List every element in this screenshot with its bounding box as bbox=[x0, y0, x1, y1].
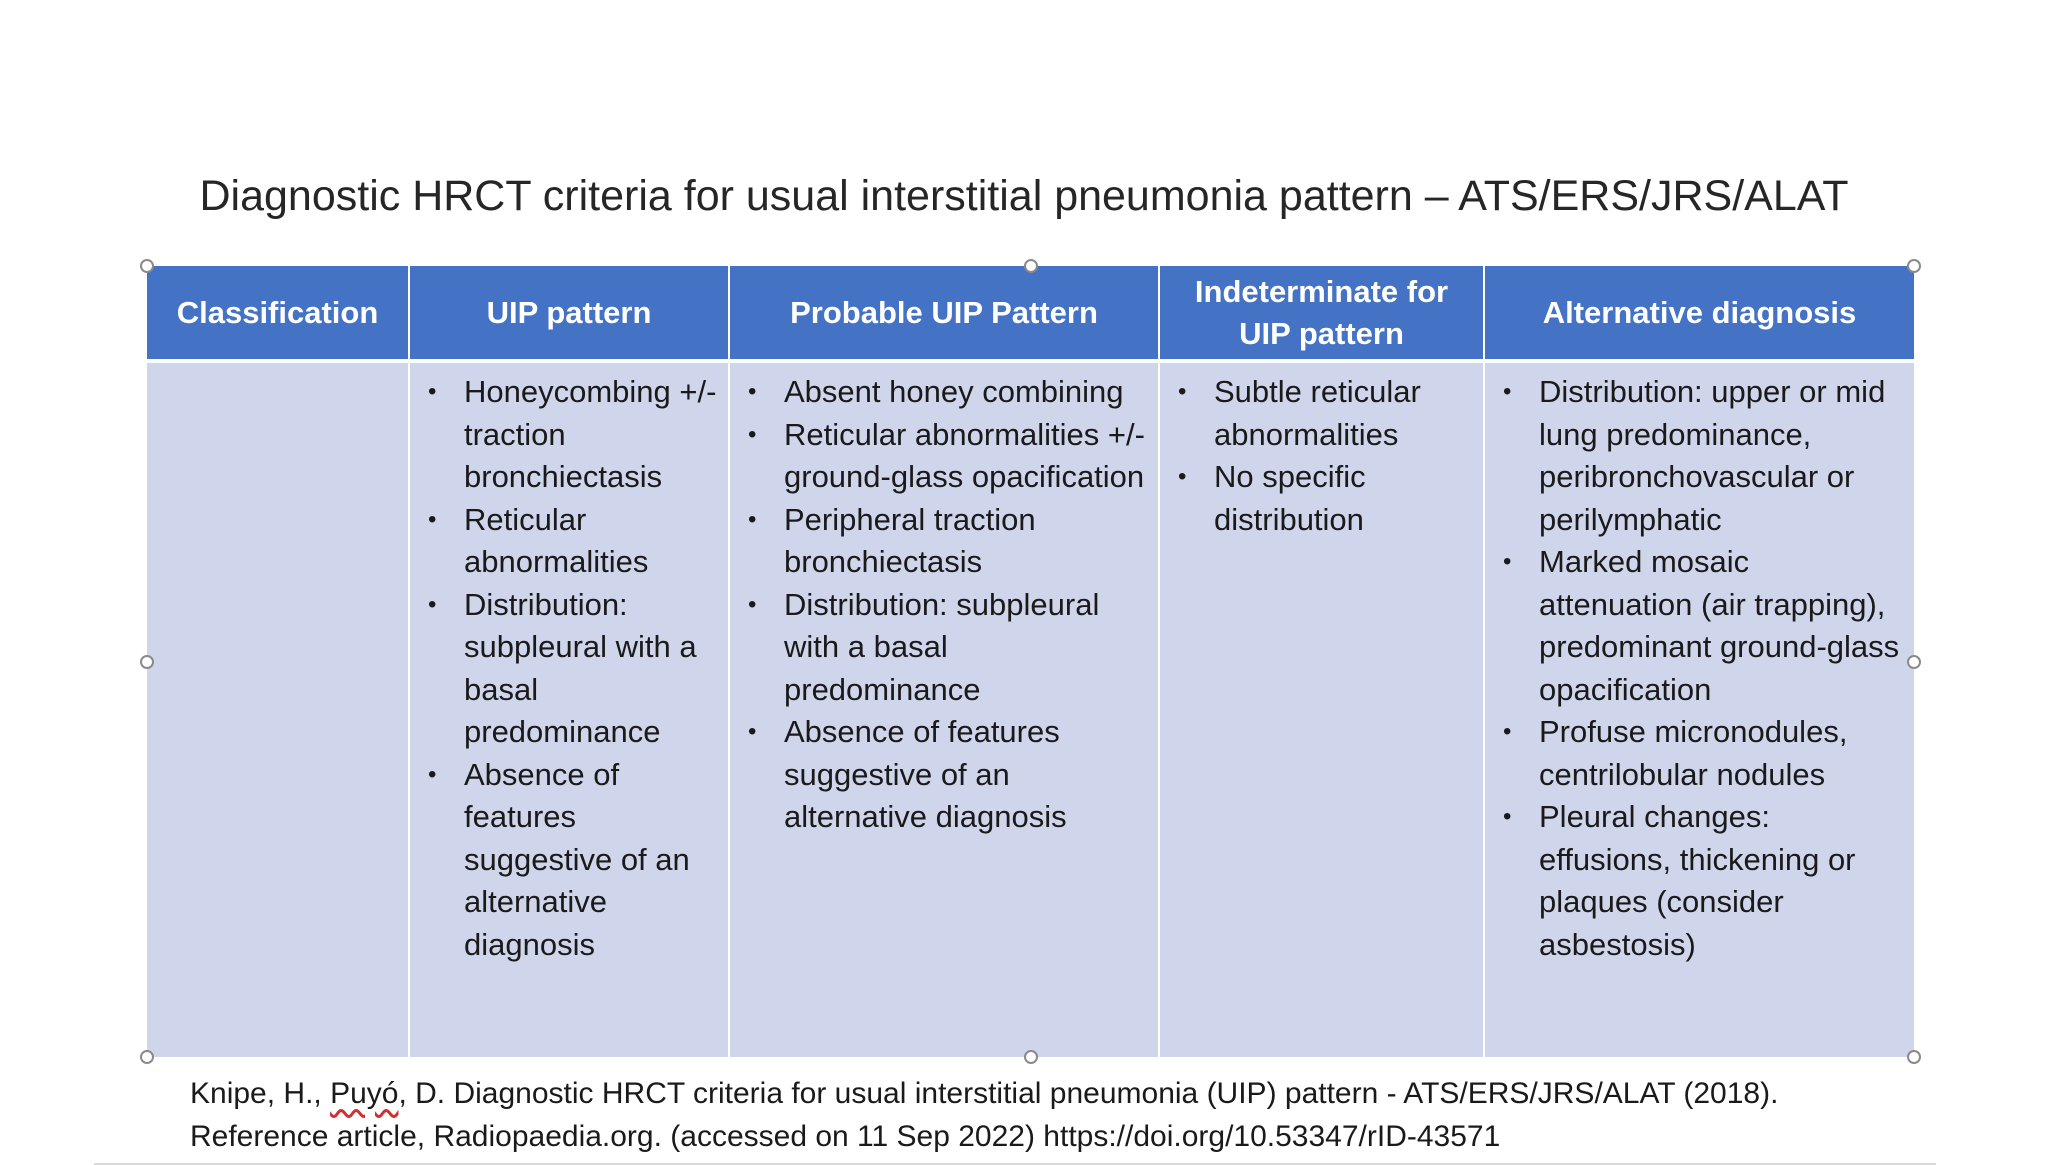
list-item: • Distribution: subpleural with a basal predominance bbox=[740, 584, 1148, 712]
list-item: • Absent honey combining bbox=[740, 371, 1148, 414]
bullet-list bbox=[420, 371, 718, 966]
list-item: • Profuse micronodules, centrilobular nodules bbox=[1495, 711, 1904, 796]
bullet-icon: • bbox=[748, 420, 757, 448]
cell-alternative-diagnosis[interactable] bbox=[1484, 361, 1914, 1057]
bullet-icon: • bbox=[1503, 378, 1512, 405]
resize-handle-bottom-left[interactable] bbox=[140, 1050, 154, 1064]
list-item: • Subtle reticular abnormalities bbox=[1170, 371, 1473, 456]
bullet-icon: • bbox=[1503, 718, 1512, 745]
list-item: • Absence of features suggestive of an alternative diagnosis bbox=[420, 754, 718, 967]
cell-probable-uip-pattern[interactable] bbox=[729, 361, 1159, 1057]
header-classification[interactable]: Classification bbox=[147, 266, 409, 361]
list-item: • Pleural changes: effusions, thickening or plaques (consider asbestosis) bbox=[1495, 796, 1904, 966]
bullet-icon: • bbox=[428, 590, 437, 618]
bullet-icon: • bbox=[428, 760, 437, 788]
list-item: • Peripheral traction bronchiectasis bbox=[740, 499, 1148, 584]
bullet-icon: • bbox=[1178, 378, 1187, 405]
table-body-row bbox=[147, 361, 1914, 1057]
cell-classification[interactable] bbox=[147, 361, 409, 1057]
criteria-table-frame[interactable] bbox=[147, 266, 1914, 1057]
bullet-icon: • bbox=[748, 590, 757, 618]
list-item: • Distribution: subpleural with a basal predominance bbox=[420, 584, 718, 754]
bullet-icon: • bbox=[428, 378, 437, 405]
list-item: • Absence of features suggestive of an alternative diagnosis bbox=[740, 711, 1148, 839]
bullet-icon: • bbox=[1503, 548, 1512, 575]
criteria-table[interactable] bbox=[147, 266, 1914, 1057]
list-item: • Reticular abnormalities +/- ground-glass opacification bbox=[740, 414, 1148, 499]
bullet-icon: • bbox=[1178, 463, 1187, 490]
resize-handle-bottom-middle[interactable] bbox=[1024, 1050, 1038, 1064]
resize-handle-top-middle[interactable] bbox=[1024, 259, 1038, 273]
resize-handle-top-right[interactable] bbox=[1907, 259, 1921, 273]
bullet-icon: • bbox=[1503, 803, 1512, 830]
resize-handle-middle-right[interactable] bbox=[1907, 655, 1921, 669]
header-probable-uip-pattern[interactable]: Probable UIP Pattern bbox=[729, 266, 1159, 361]
cell-uip-pattern[interactable] bbox=[409, 361, 729, 1057]
slide-title[interactable]: Diagnostic HRCT criteria for usual interstitial pneumonia pattern – ATS/ERS/JRS/ALAT bbox=[199, 172, 1849, 220]
resize-handle-middle-left[interactable] bbox=[140, 655, 154, 669]
spellcheck-flagged-word: Puyó bbox=[330, 1077, 399, 1110]
header-alternative-diagnosis[interactable]: Alternative diagnosis bbox=[1484, 266, 1914, 361]
list-item: • Distribution: upper or mid lung predominance, peribronchovascular or perilymphatic bbox=[1495, 371, 1904, 541]
bullet-icon: • bbox=[428, 505, 437, 533]
resize-handle-top-left[interactable] bbox=[140, 259, 154, 273]
bullet-icon: • bbox=[748, 378, 757, 405]
bullet-icon: • bbox=[748, 718, 757, 745]
header-uip-pattern[interactable]: UIP pattern bbox=[409, 266, 729, 361]
cell-indeterminate-uip-pattern[interactable] bbox=[1159, 361, 1484, 1057]
citation-line-1: Knipe, H., Puyó, D. Diagnostic HRCT criteria for usual interstitial pneumonia (UIP) pattern - ATS/ERS/JRS/ALAT (2018). bbox=[190, 1077, 1779, 1110]
citation-line-2: Reference article, Radiopaedia.org. (accessed on 11 Sep 2022) https://doi.org/10.53347/rID-43571 bbox=[190, 1120, 1501, 1153]
list-item: • No specific distribution bbox=[1170, 456, 1473, 541]
list-item: • Honeycombing +/- traction bronchiectasis bbox=[420, 371, 718, 499]
header-indeterminate-uip-pattern[interactable]: Indeterminate for UIP pattern bbox=[1159, 266, 1484, 361]
resize-handle-bottom-right[interactable] bbox=[1907, 1050, 1921, 1064]
bullet-icon: • bbox=[748, 505, 757, 533]
bullet-list bbox=[1170, 371, 1473, 541]
list-item: • Reticular abnormalities bbox=[420, 499, 718, 584]
list-item: • Marked mosaic attenuation (air trapping), predominant ground-glass opacification bbox=[1495, 541, 1904, 711]
citation-text[interactable] bbox=[190, 1072, 1778, 1158]
bullet-list bbox=[1495, 371, 1904, 966]
bullet-list bbox=[740, 371, 1148, 839]
table-header-row bbox=[147, 266, 1914, 361]
